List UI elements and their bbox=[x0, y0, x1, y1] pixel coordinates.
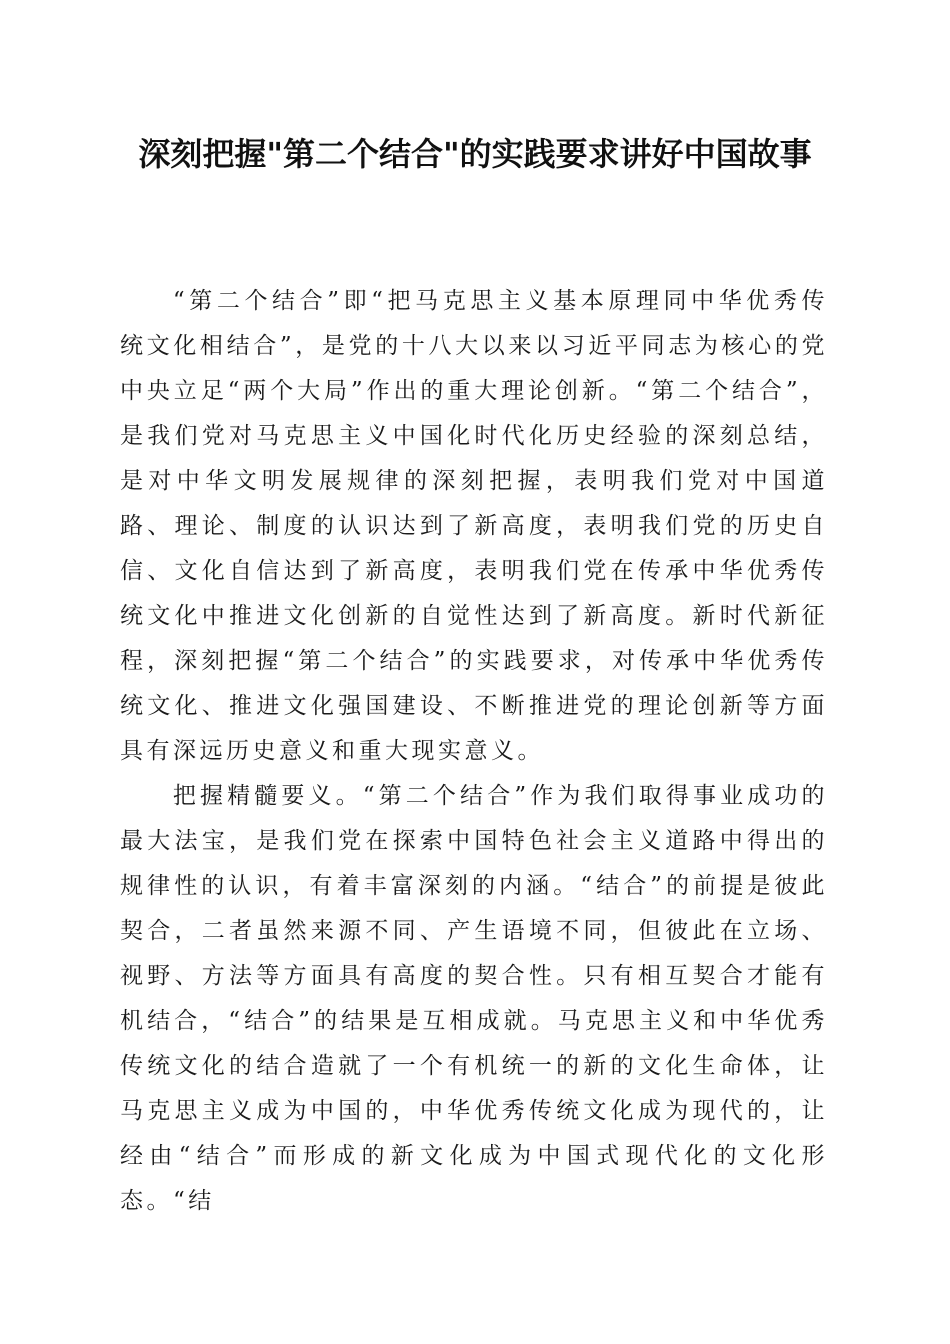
paragraph-grasp-essence: 把握精髓要义。“第二个结合”作为我们取得事业成功的最大法宝，是我们党在探索中国特色社会主义道路中得出的规律性的认识，有着丰富深刻的内涵。“结合”的前提是彼此契合，二者虽然来源不同、产生语境不同，但彼此在立场、视野、方法等方面具有高度的契合性。只有相互契合才能有机结合，“结合”的结果是互相成就。马克思主义和中华优秀传统文化的结合造就了一个有机统一的新的文化生命体，让马克思主义成为中国的，中华优秀传统文化成为现代的，让经由“结合”而形成的新文化成为中国式现代化的文化形态。“结 bbox=[120, 783, 828, 1214]
document-title: 深刻把握"第二个结合"的实践要求讲好中国故事 bbox=[138, 135, 812, 173]
paragraph-intro: “第二个结合”即“把马克思主义基本原理同中华优秀传统文化相结合”，是党的十八大以来以习近平同志为核心的党中央立足“两个大局”作出的重大理论创新。“第二个结合”，是我们党对马克思主义中国化时代化历史经验的深刻总结，是对中华文明发展规律的深刻把握，表明我们党对中国道路、理论、制度的认识达到了新高度，表明我们党的历史自信、文化自信达到了新高度，表明我们党在传承中华优秀传统文化中推进文化创新的自觉性达到了新高度。新时代新征程，深刻把握“第二个结合”的实践要求，对传承中华优秀传统文化、推进文化强国建设、不断推进党的理论创新等方面具有深远历史意义和重大现实意义。 bbox=[120, 288, 828, 764]
document-body bbox=[120, 279, 828, 1224]
